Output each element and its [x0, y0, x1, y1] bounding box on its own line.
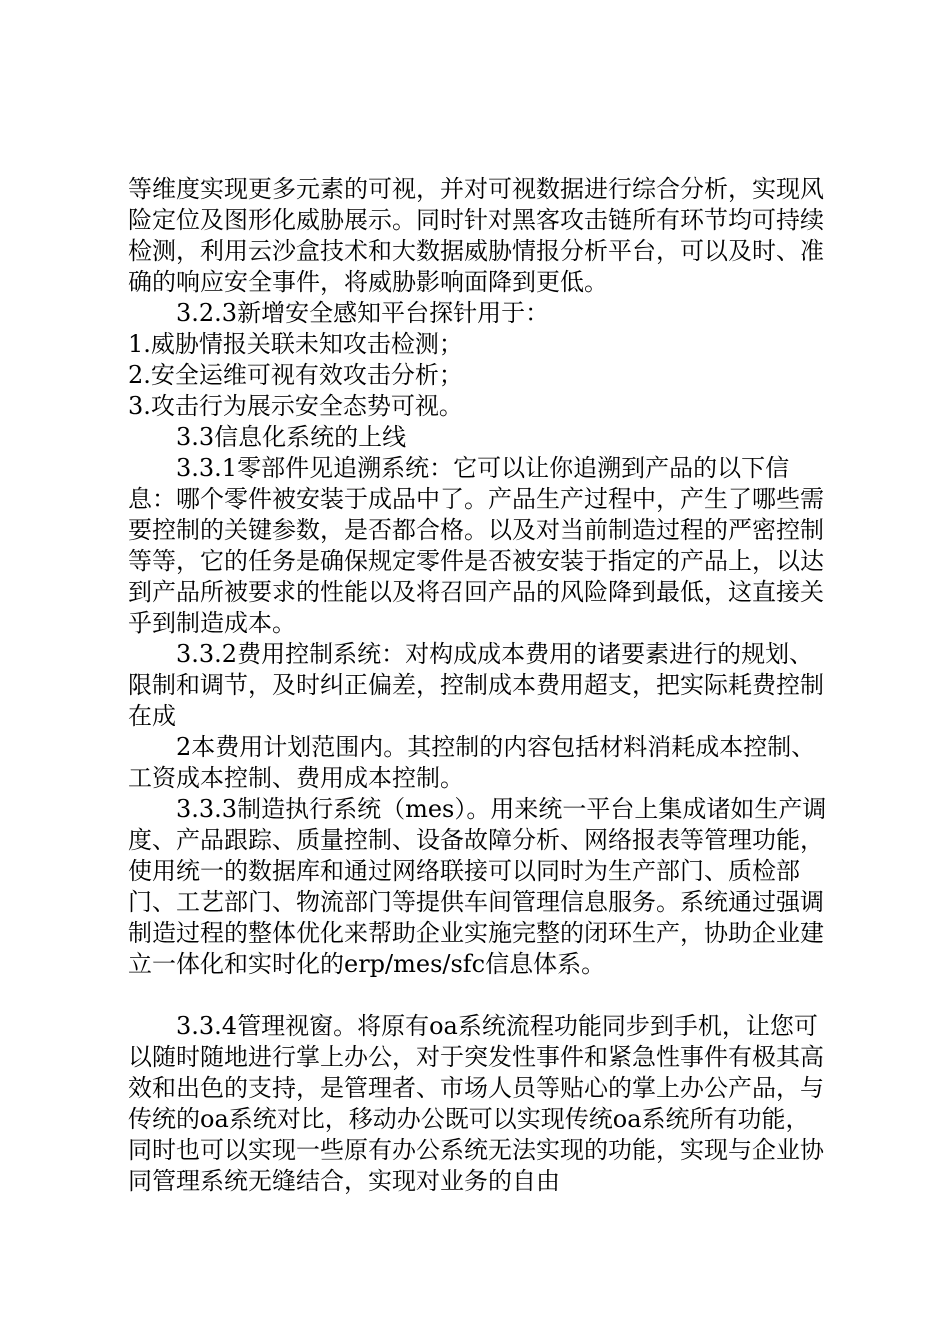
paragraph-3-3-1: 3.3.1零部件见追溯系统：它可以让你追溯到产品的以下信息：哪个零件被安装于成品中了。产品生产过程中，产生了哪些需要控制的关键参数，是否都合格。以及对当前制造过程的严密控制等等，它的任务是确保规定零件是否被安装于指定的产品上，以达到产品所被要求的性能以及将召回产品的风险降到最低，这直接关乎到制造成本。 — [128, 454, 824, 637]
paragraph-visualization-analysis: 等维度实现更多元素的可视，并对可视数据进行综合分析，实现风险定位及图形化威胁展示。同时针对黑客攻击链所有环节均可持续检测，利用云沙盒技术和大数据威胁情报分析平台，可以及时、准确的响应安全事件，将威胁影响面降到更低。 — [128, 175, 824, 296]
document-body — [128, 174, 833, 1197]
list-item-2: 2.安全运维可视有效攻击分析； — [128, 361, 463, 389]
list-item-3: 3.攻击行为展示安全态势可视。 — [128, 392, 463, 420]
paragraph-3-3-3: 3.3.3制造执行系统（mes）。用来统一平台上集成诸如生产调度、产品跟踪、质量控制、设备故障分析、网络报表等管理功能，使用统一的数据库和通过网络联接可以同时为生产部门、质检部门、工艺部门、物流部门等提供车间管理信息服务。系统通过强调制造过程的整体优化来帮助企业实施完整的闭环生产，协助企业建立一体化和实时化的erp/mes/sfc信息体系。 — [128, 795, 827, 978]
heading-3-3: 3.3信息化系统的上线 — [176, 423, 407, 451]
list-item-1: 1.威胁情报关联未知攻击检测； — [128, 330, 463, 358]
paragraph-cost-control-continued: 2本费用计划范围内。其控制的内容包括材料消耗成本控制、工资成本控制、费用成本控制。 — [128, 733, 816, 792]
paragraph-3-3-2: 3.3.2费用控制系统：对构成成本费用的诸要素进行的规划、限制和调节，及时纠正偏差，控制成本费用超支，把实际耗费控制在成 — [128, 640, 824, 730]
paragraph-3-3-4: 3.3.4管理视窗。将原有oa系统流程功能同步到手机，让您可以随时随地进行掌上办公，对于突发性事件和紧急性事件有极其高效和出色的支持，是管理者、市场人员等贴心的掌上办公产品，与传统的oa系统对比，移动办公既可以实现传统oa系统所有功能，同时也可以实现一些原有办公系统无法实现的功能，实现与企业协同管理系统无缝结合，实现对业务的自由 — [128, 1012, 824, 1195]
heading-3-2-3: 3.2.3新增安全感知平台探针用于： — [176, 299, 550, 327]
